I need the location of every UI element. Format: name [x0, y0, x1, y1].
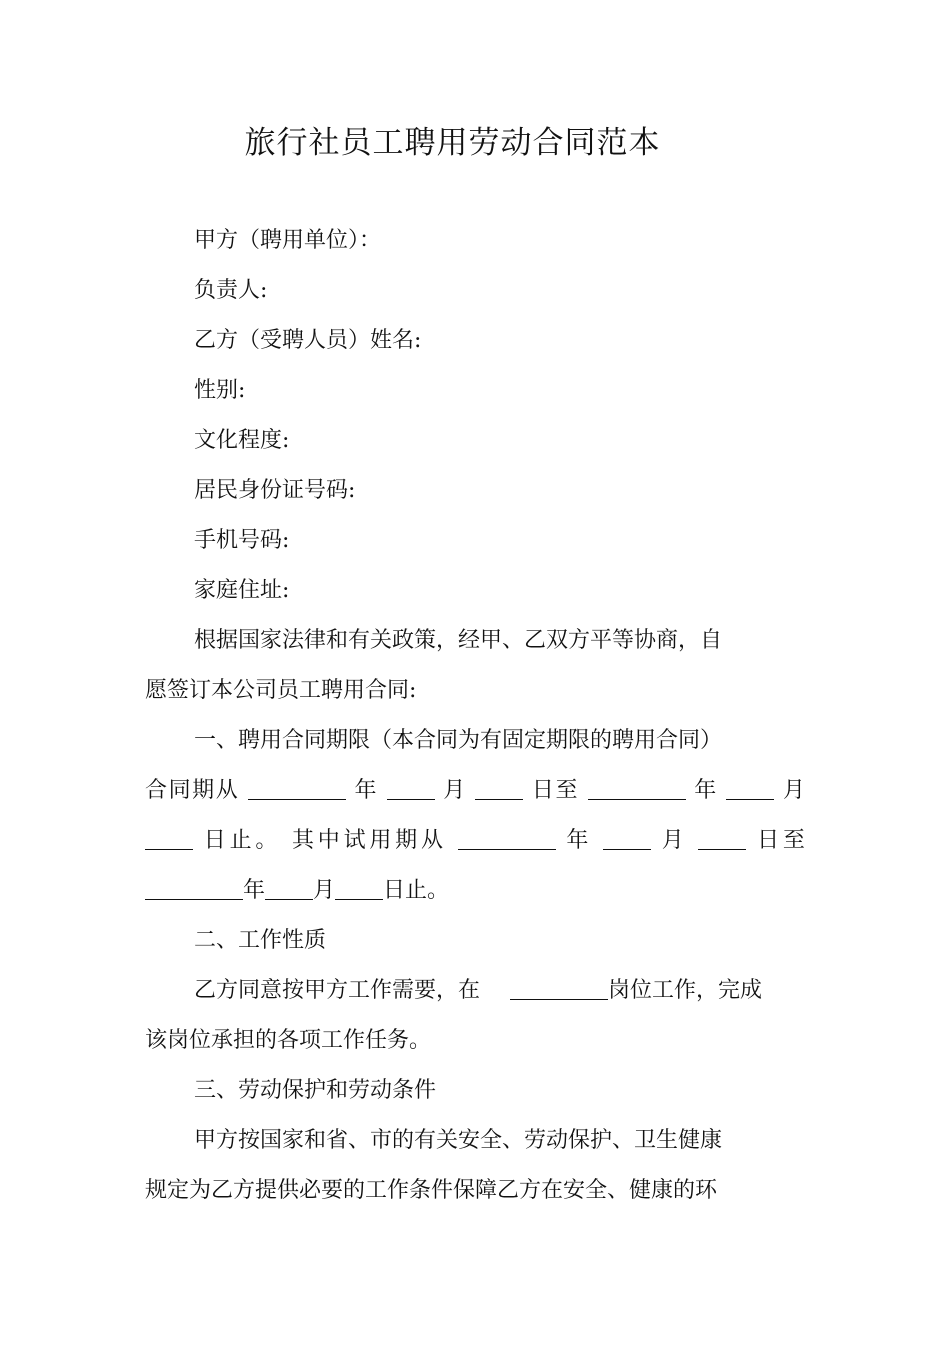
- blank-trial-start-month[interactable]: [603, 827, 651, 850]
- field-responsible-person: 负责人:: [194, 278, 268, 303]
- field-id-number: 居民身份证号码:: [194, 478, 356, 503]
- text-month: 月: [782, 778, 805, 803]
- section-3-heading: 三、劳动保护和劳动条件: [194, 1078, 437, 1103]
- blank-trial-end-year[interactable]: [145, 877, 243, 900]
- text-work-prefix: 乙方同意按甲方工作需要，在: [194, 978, 481, 1003]
- text-year: 年: [566, 828, 593, 853]
- field-employee-name: 乙方（受聘人员）姓名:: [194, 328, 422, 353]
- field-gender: 性别:: [194, 378, 246, 403]
- blank-end-day[interactable]: [145, 827, 193, 850]
- text-day-end: 日止。: [203, 828, 282, 853]
- contract-period-line-3: [145, 876, 449, 906]
- text-year: 年: [243, 878, 266, 903]
- blank-start-month[interactable]: [387, 777, 435, 800]
- blank-start-day[interactable]: [475, 777, 523, 800]
- text-day-to: 日至: [531, 778, 580, 803]
- section-2-line-2: 该岗位承担的各项工作任务。: [145, 1028, 432, 1053]
- field-phone: 手机号码:: [194, 528, 290, 553]
- field-education: 文化程度:: [194, 428, 290, 453]
- text-month: 月: [443, 778, 467, 803]
- intro-line-1: 根据国家法律和有关政策，经甲、乙双方平等协商，自: [194, 628, 723, 653]
- text-year: 年: [694, 778, 718, 803]
- blank-end-year[interactable]: [588, 777, 686, 800]
- section-1-heading: 一、聘用合同期限（本合同为有固定期限的聘用合同）: [194, 728, 723, 753]
- section-3-line-2: 规定为乙方提供必要的工作条件保障乙方在安全、健康的环: [145, 1178, 718, 1203]
- field-address: 家庭住址:: [194, 578, 290, 603]
- blank-position[interactable]: [510, 977, 608, 1000]
- text-month: 月: [661, 828, 688, 853]
- section-3-line-1: 甲方按国家和省、市的有关安全、劳动保护、卫生健康: [194, 1128, 723, 1153]
- section-2-heading: 二、工作性质: [194, 928, 327, 953]
- text-work-suffix: 岗位工作，完成: [608, 978, 763, 1003]
- contract-period-line-1: [145, 776, 805, 806]
- contract-period-line-2: [145, 826, 805, 856]
- text-contract-from: 合同期从: [145, 778, 240, 803]
- text-day-end: 日止。: [383, 878, 450, 903]
- section-2-line-1: [194, 976, 762, 1006]
- intro-line-2: 愿签订本公司员工聘用合同:: [145, 678, 417, 703]
- blank-end-month[interactable]: [726, 777, 774, 800]
- text-trial-from: 其中试用期从: [291, 828, 447, 853]
- blank-start-year[interactable]: [248, 777, 346, 800]
- blank-trial-start-year[interactable]: [458, 827, 556, 850]
- blank-trial-start-day[interactable]: [698, 827, 746, 850]
- document-title: 旅行社员工聘用劳动合同范本: [244, 125, 661, 161]
- text-day-to: 日至: [757, 828, 805, 853]
- text-year: 年: [354, 778, 379, 803]
- field-employer: 甲方（聘用单位）：: [194, 228, 382, 253]
- blank-trial-end-month[interactable]: [265, 877, 313, 900]
- blank-trial-end-day[interactable]: [335, 877, 383, 900]
- text-month: 月: [313, 878, 336, 903]
